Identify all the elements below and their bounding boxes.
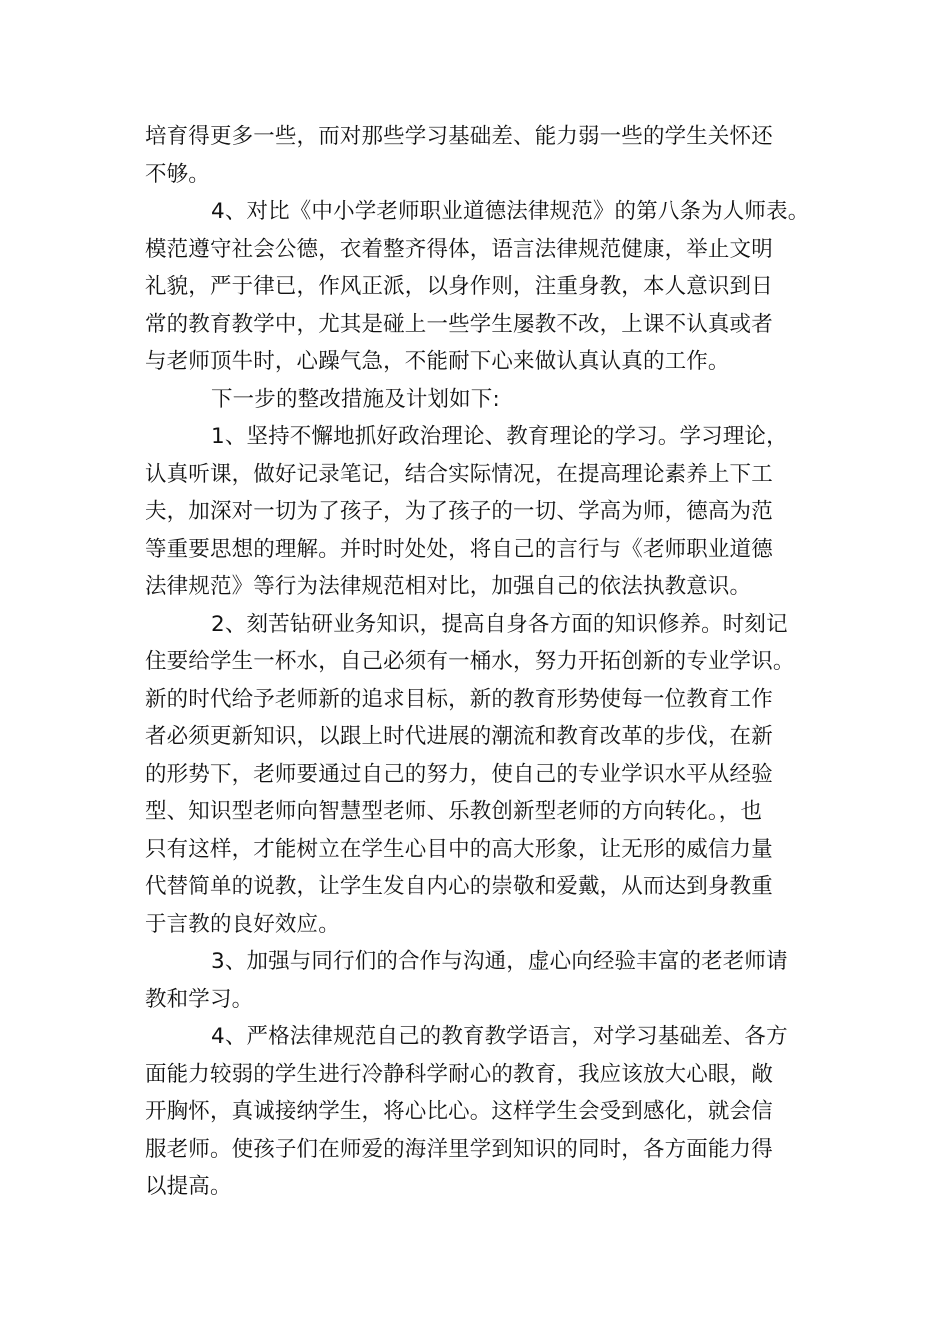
text-line: 的形势下，老师要通过自己的努力，使自己的专业学识水平从经验 xyxy=(145,761,773,787)
text-line: 教和学习。 xyxy=(145,986,254,1012)
text-line: 与老师顶牛时，心躁气急，不能耐下心来做认真认真的工作。 xyxy=(145,349,730,374)
text-line: 等重要思想的理解。并时时处处，将自己的言行与《老师职业道德 xyxy=(145,536,773,562)
text-line: 认真听课，做好记录笔记，结合实际情况，在提高理论素养上下工 xyxy=(145,461,773,487)
text-line: 代替简单的说教，让学生发自内心的崇敬和爱戴，从而达到身教重 xyxy=(145,874,773,899)
text-line: 4、严格法律规范自己的教育教学语言，对学习基础差、各方 xyxy=(211,1024,788,1049)
text-line: 礼貌，严于律已，作风正派，以身作则，注重身教，本人意识到日 xyxy=(145,274,773,299)
text-line: 型、知识型老师向智慧型老师、乐教创新型老师的方向转化。，也 xyxy=(145,799,763,824)
text-line: 4、对比《中小学老师职业道德法律规范》的第八条为人师表。 xyxy=(211,199,810,224)
text-line: 面能力较弱的学生进行冷静科学耐心的教育，我应该放大心眼，敞 xyxy=(145,1061,773,1087)
text-line: 法律规范》等行为法律规范相对比，加强自己的依法执教意识。 xyxy=(145,574,752,599)
text-line: 不够。 xyxy=(145,161,210,187)
text-line: 3、加强与同行们的合作与沟通，虚心向经验丰富的老老师请 xyxy=(211,949,788,974)
text-line: 于言教的良好效应。 xyxy=(145,911,340,937)
text-line: 2、刻苦钻研业务知识，提高自身各方面的知识修养。时刻记 xyxy=(211,611,788,637)
text-line: 以提高。 xyxy=(145,1174,232,1199)
text-line: 开胸怀，真诚接纳学生，将心比心。这样学生会受到感化，就会信 xyxy=(145,1099,773,1124)
text-line: 服老师。使孩子们在师爱的海洋里学到知识的同时，各方面能力得 xyxy=(145,1136,773,1162)
text-line: 常的教育教学中，尤其是碰上一些学生屡教不改，上课不认真或者 xyxy=(145,311,773,337)
text-line: 住要给学生一杯水，自己必须有一桶水，努力开拓创新的专业学识。 xyxy=(145,649,795,674)
text-line: 下一步的整改措施及计划如下: xyxy=(211,386,500,412)
text-line: 者必须更新知识，以跟上时代进展的潮流和教育改革的步伐，在新 xyxy=(145,724,773,749)
text-line: 夫，加深对一切为了孩子，为了孩子的一切、学高为师，德高为范 xyxy=(145,499,773,524)
document-body xyxy=(145,118,825,1206)
text-line: 1、坚持不懈地抓好政治理论、教育理论的学习。学习理论， xyxy=(211,424,788,449)
text-line: 培育得更多一些，而对那些学习基础差、能力弱一些的学生关怀还 xyxy=(145,124,773,149)
text-line: 新的时代给予老师新的追求目标，新的教育形势使每一位教育工作 xyxy=(145,686,773,712)
text-line: 只有这样，才能树立在学生心目中的高大形象，让无形的威信力量 xyxy=(145,836,773,862)
text-line: 模范遵守社会公德，衣着整齐得体，语言法律规范健康，举止文明 xyxy=(145,236,773,262)
